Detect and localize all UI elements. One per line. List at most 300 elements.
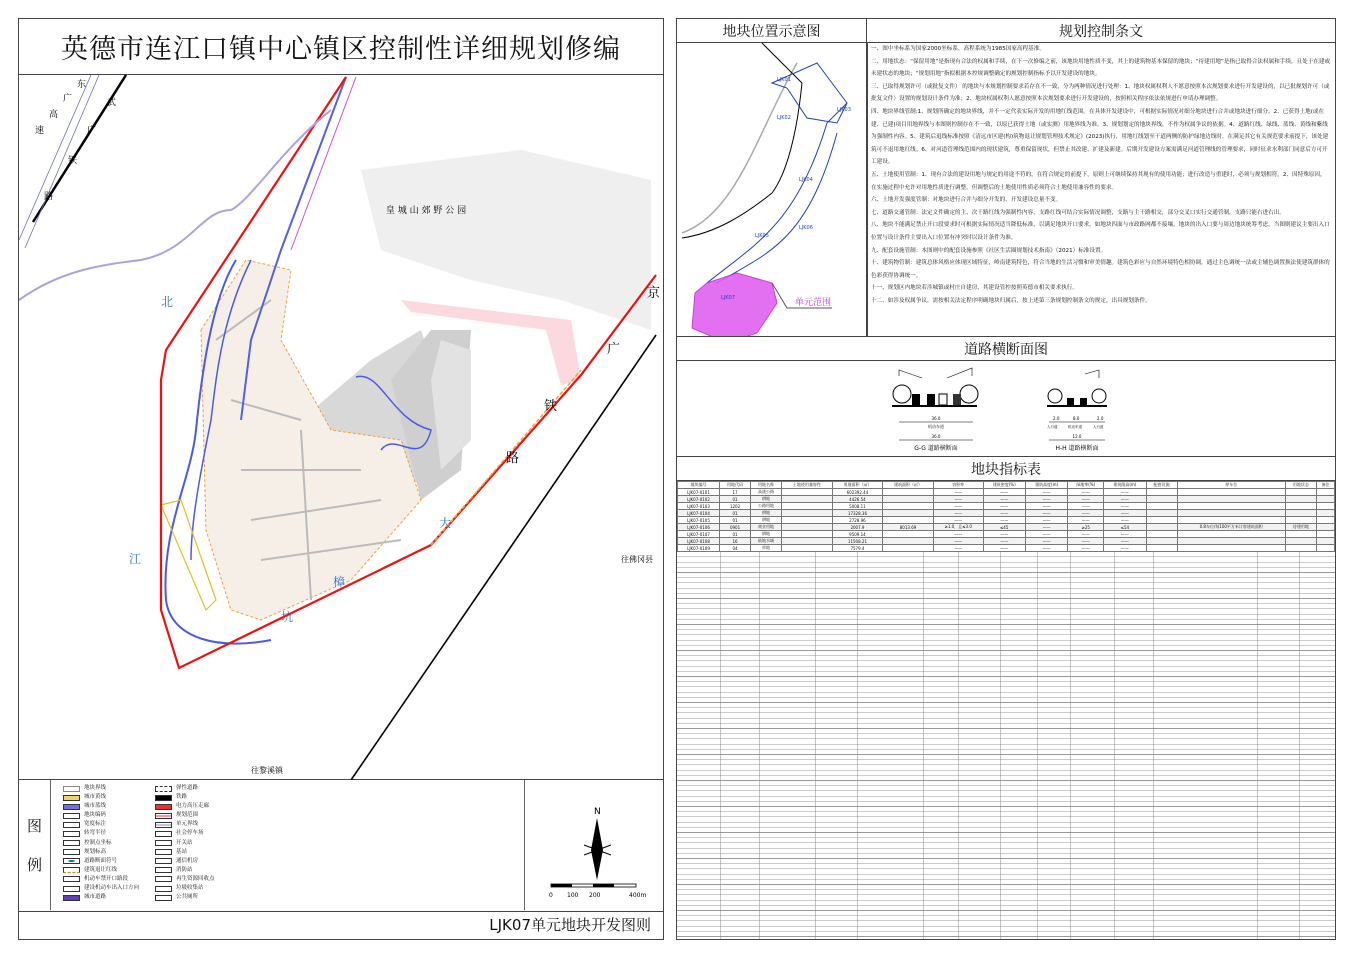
table-cell: —— xyxy=(1025,517,1067,524)
table-cell xyxy=(883,510,934,517)
table-cell: 陆地水域 xyxy=(751,538,782,545)
table-cell: —— xyxy=(1104,510,1146,517)
table-cell xyxy=(1146,496,1177,503)
rule-item: 一、图中坐标系为国家2000坐标系，高程系统为1985国家高程基准。 xyxy=(871,46,1045,52)
table-cell xyxy=(1146,517,1177,524)
unit-range-callout: 单元范围 xyxy=(795,298,832,308)
legend-column-1 xyxy=(63,784,139,902)
table-cell: 5008.11 xyxy=(832,503,883,510)
map-label-rail: 铁 xyxy=(68,156,78,166)
table-continuation xyxy=(677,551,1335,939)
table-cell xyxy=(782,489,833,496)
drawing-title: 英德市连江口镇中心镇区控制性详细规划修编 xyxy=(18,18,664,75)
legend-item xyxy=(155,802,215,811)
legend-label: 转弯半径 xyxy=(84,830,107,837)
legend-label: 开关站 xyxy=(176,839,193,846)
table-row xyxy=(678,538,1335,545)
legend-item xyxy=(155,848,215,857)
table-cell: —— xyxy=(983,496,1025,503)
table-cell: 草地 xyxy=(751,545,782,552)
table-cell xyxy=(883,496,934,503)
table-cell xyxy=(782,538,833,545)
table-cell xyxy=(782,524,833,531)
table-cell xyxy=(1146,524,1177,531)
table-cell: —— xyxy=(1025,510,1067,517)
rule-item: 八、地块不能满足禁止开口段要求时可根据实际情况适当降低标准，以满足地块开口要求，如地块四面与市政路网都不接壤，地块的出入口要与周边地块统筹考虑。当图则建议主要出入口位置与设计条件主要出入口位置有冲突时以设计条件为准。 xyxy=(871,222,1330,241)
legend-swatch-icon xyxy=(63,822,80,828)
legend-swatch-icon xyxy=(63,813,80,819)
table-cell: LJK07-0104 xyxy=(678,510,720,517)
legend-swatch-icon xyxy=(63,831,80,837)
table-cell xyxy=(1316,510,1334,517)
legend-label: 控制点坐标 xyxy=(84,839,112,846)
legend-item xyxy=(155,857,215,866)
legend-swatch-icon xyxy=(155,795,172,801)
table-cell: 01 xyxy=(720,531,751,538)
legend-label: 城市黄线 xyxy=(84,794,107,801)
table-cell: —— xyxy=(1068,545,1104,552)
unit-label: LJK01 xyxy=(777,77,791,83)
legend-item xyxy=(63,857,139,866)
legend-swatch-icon xyxy=(63,849,80,855)
scale-tick: 100 xyxy=(567,892,579,899)
north-label: N xyxy=(594,807,601,817)
table-cell: 8013.69 xyxy=(883,524,934,531)
rule-item: 六、土地开发强度管制：对地块进行合并与细分开发的，开发建设总量不变。 xyxy=(871,197,1062,204)
table-cell: —— xyxy=(1104,489,1146,496)
map-label-rail: 武 xyxy=(107,98,117,108)
table-cell xyxy=(1316,489,1334,496)
table-cell: —— xyxy=(1104,545,1146,552)
table-cell xyxy=(1285,503,1316,510)
location-map[interactable] xyxy=(677,43,866,336)
hh-section-diagram xyxy=(1047,370,1107,452)
table-cell xyxy=(1285,510,1316,517)
legend-swatch-icon xyxy=(155,867,172,873)
table-cell: —— xyxy=(983,489,1025,496)
table-cell: 17 xyxy=(720,489,751,496)
section-lane-label: 机动车道 xyxy=(928,424,944,429)
table-cell: 9509.14 xyxy=(832,531,883,538)
table-cell: —— xyxy=(1025,489,1067,496)
legend-swatch-icon xyxy=(155,813,172,819)
map-label-rail: 路 xyxy=(44,192,54,202)
legend-swatch-icon xyxy=(155,831,172,837)
table-cell: ≥1.0，且≤3.0 xyxy=(933,524,983,531)
table-row xyxy=(678,510,1335,517)
map-label-railway: 路 xyxy=(506,451,520,466)
rules-heading: 规划控制条文 xyxy=(867,19,1335,43)
table-cell xyxy=(1316,524,1334,531)
table-row xyxy=(678,489,1335,496)
table-cell xyxy=(782,503,833,510)
legend-label: 机动车禁开口路段 xyxy=(84,875,129,882)
map-canvas xyxy=(19,75,665,780)
map-label-stream: 樟 xyxy=(333,575,346,589)
table-cell: —— xyxy=(1104,503,1146,510)
table-cell: 602392.44 xyxy=(832,489,883,496)
table-cell: 16 xyxy=(720,538,751,545)
table-cell xyxy=(1146,503,1177,510)
table-cell: —— xyxy=(1068,489,1104,496)
legend-item xyxy=(63,829,139,838)
table-cell xyxy=(883,531,934,538)
map-label-expressway: 东 xyxy=(77,80,87,90)
table-cell xyxy=(1316,496,1334,503)
legend-label: 规划标高 xyxy=(84,848,107,855)
column-header: 停车位 xyxy=(1177,482,1285,489)
table-cell: —— xyxy=(933,531,983,538)
legend-swatch-icon xyxy=(155,886,172,892)
legend-item xyxy=(155,784,215,793)
road-section-heading: 道路横断面图 xyxy=(677,336,1335,361)
table-cell: 待建用地 xyxy=(1285,524,1316,531)
table-cell: 耕地 xyxy=(751,517,782,524)
unit-label: LJK07 xyxy=(721,295,735,301)
planning-rules-text xyxy=(867,43,1335,307)
legend-label: 建筑退让红线 xyxy=(84,866,118,873)
table-cell xyxy=(1177,510,1285,517)
table-cell: 商业用地 xyxy=(751,524,782,531)
legend-swatch-icon xyxy=(63,858,80,864)
table-cell xyxy=(1285,538,1316,545)
legend-item xyxy=(63,802,139,811)
table-cell: 0.8车位/每100平方米计容建筑面积 xyxy=(1177,524,1285,531)
road-cross-sections xyxy=(877,364,1137,459)
table-cell xyxy=(1316,503,1334,510)
north-arrow-and-scale xyxy=(539,800,659,900)
rule-item: 十二、如涉及权属争议，需按相关法定程序明确地块归属后，按上述第三条规划控制条文的规定，出具规划条件。 xyxy=(871,297,1151,304)
table-cell xyxy=(883,517,934,524)
unit-label: LJK03 xyxy=(837,107,851,113)
legend-item xyxy=(155,839,215,848)
table-cell xyxy=(782,531,833,538)
unit-ljk07-area xyxy=(692,273,777,336)
section-dimension: 36.0 xyxy=(931,434,941,439)
map-label-river: 江 xyxy=(129,552,142,566)
legend-swatch-icon xyxy=(155,840,172,846)
table-cell: —— xyxy=(1025,538,1067,545)
legend-swatch-icon xyxy=(155,876,172,882)
legend-label: 地块编码 xyxy=(84,812,107,819)
table-cell: 0901 xyxy=(720,524,751,531)
map-label-railway: 铁 xyxy=(544,399,558,414)
table-cell xyxy=(782,517,833,524)
legend-label: 单元界线 xyxy=(176,821,199,828)
map-label-stream: 坑 xyxy=(281,610,294,624)
table-cell: —— xyxy=(1025,496,1067,503)
map-label-rail: 广 xyxy=(87,126,97,136)
table-cell: 高速公路 xyxy=(751,489,782,496)
table-row xyxy=(678,496,1335,503)
rule-item: 九、配套设施管制：本图则中的配套设施参照《社区生活圈规划技术指南》（2021）标准设置。 xyxy=(871,247,1107,254)
table-cell: —— xyxy=(1104,517,1146,524)
legend-item xyxy=(63,875,139,884)
table-cell: 公路用地 xyxy=(751,503,782,510)
legend-item xyxy=(63,793,139,802)
column-header: 建筑面积（㎡） xyxy=(883,482,934,489)
table-cell xyxy=(883,538,934,545)
column-header: 用地面积（㎡） xyxy=(832,482,883,489)
table-cell: —— xyxy=(1025,524,1067,531)
table-cell: —— xyxy=(933,489,983,496)
map-label-railway: 京 xyxy=(647,286,661,301)
unit-label: LJK06 xyxy=(799,225,813,231)
table-cell: 1202 xyxy=(720,503,751,510)
table-cell: ≤54 xyxy=(1104,524,1146,531)
table-cell xyxy=(1177,489,1285,496)
rule-item: 四、地块界线管制:1、规划所确定的地块界线，并不一定代表实际开发的用地红线范围。在具体开发建设中，可根据实际情况对细分地块进行合并或地块进行细分。2、已获得土地(或在建、已建)项目用地界线与本图则控制存在不一致，以原已获得土地（或实测）用地界线为准。3、规划划定的地块界线，不作为权属争议的依据。4、道路红线、绿线、蓝线、黄线和紫线为强制性内容。5、建筑后退线标准按照《清远市区建(构)筑物退让规划管理技术规定》(2023)执行，用地红线划至干道两侧的防护绿地边线时，在满足其它有关规范要求前提下，该处建筑可不退用地红线。6、对河道管理线范围内的现状建筑，尊重保留现状，但禁止其改建、扩建及新建。后期开发建设方案需满足河道管理线的管理要求，同时征求水利部门同意后方可开工建设。 xyxy=(871,108,1329,166)
table-cell: LJK07-0102 xyxy=(678,496,720,503)
section-dimension: 12.0 xyxy=(1072,434,1082,439)
info-panel xyxy=(676,18,1336,940)
section-dimension: 2.0 xyxy=(1097,416,1104,421)
legend-swatch-icon xyxy=(63,840,80,846)
column-header: 用地状态 xyxy=(1285,482,1316,489)
legend-item xyxy=(63,884,139,893)
column-header: 建筑高度(m) xyxy=(1025,482,1067,489)
table-cell xyxy=(1285,531,1316,538)
table-cell xyxy=(1316,538,1334,545)
table-cell: —— xyxy=(1068,503,1104,510)
column-header: 土地使用兼容性 xyxy=(782,482,833,489)
table-cell xyxy=(1177,538,1285,545)
legend-swatch-icon xyxy=(155,786,172,792)
legend-swatch-icon xyxy=(63,795,80,801)
hh-section-label: H-H 道路横断面 xyxy=(1055,445,1099,452)
legend-swatch-icon xyxy=(63,804,80,810)
table-cell xyxy=(1316,517,1334,524)
table-cell xyxy=(1146,510,1177,517)
map-label-expressway: 广 xyxy=(63,94,73,104)
legend-item xyxy=(63,848,139,857)
plot-indicator-table xyxy=(677,481,1335,552)
expressway xyxy=(19,75,99,248)
table-cell: 2728.96 xyxy=(832,517,883,524)
map-label-direction: 往佛冈县 xyxy=(621,555,653,564)
table-cell xyxy=(883,503,934,510)
table-cell: 耕地 xyxy=(751,510,782,517)
legend-label: 通信机房 xyxy=(176,857,199,864)
legend-swatch-icon xyxy=(155,858,172,864)
section-lane-label: 机动车道 xyxy=(1068,425,1082,429)
table-row xyxy=(678,517,1335,524)
legend-item xyxy=(63,893,139,902)
column-header: 配套设施 xyxy=(1146,482,1177,489)
table-cell xyxy=(1285,489,1316,496)
section-lane-label: 人行道 xyxy=(1093,425,1104,429)
table-cell: —— xyxy=(1025,545,1067,552)
table-cell: —— xyxy=(983,503,1025,510)
table-cell: —— xyxy=(983,545,1025,552)
table-cell: —— xyxy=(933,496,983,503)
rule-item: 十一、规划区内地块若涉城镇或村庄自建房，其建设管控按照英德市相关要求执行。 xyxy=(871,285,1078,292)
table-cell: —— xyxy=(933,538,983,545)
table-cell: 耕地 xyxy=(751,496,782,503)
section-dimension: 8.0 xyxy=(1073,416,1080,421)
legend-label: 建设机动车出入口方向 xyxy=(84,885,140,892)
rule-item: 七、道路交通管制：法定文件确定的主、次干路红线为强制性内容，支路红线可结合实际情况调整，支路与主干路相交，部分交叉口实行交通管制，支路只能右进右出。 xyxy=(871,209,1285,216)
table-cell: 2007.9 xyxy=(832,524,883,531)
table-cell: 01 xyxy=(720,517,751,524)
table-cell: 11508.21 xyxy=(832,538,883,545)
table-cell: LJK07-0106 xyxy=(678,524,720,531)
legend-swatch-icon xyxy=(155,895,172,901)
legend-label: 城市蓝线 xyxy=(84,803,107,810)
land-use-map[interactable] xyxy=(18,75,664,780)
scale-tick: 200 xyxy=(589,892,601,899)
map-label-stream: 大 xyxy=(439,516,452,530)
table-cell: —— xyxy=(1025,503,1067,510)
location-map-heading: 地块位置示意图 xyxy=(677,19,867,43)
sheet-name: LJK07单元地块开发图则 xyxy=(18,912,664,940)
legend-swatch-icon xyxy=(155,804,172,810)
table-row xyxy=(678,503,1335,510)
legend-item xyxy=(155,829,215,838)
section-lane-label: 人行道 xyxy=(1047,425,1058,429)
legend-label: 铁路 xyxy=(176,794,188,801)
table-cell: —— xyxy=(983,510,1025,517)
table-cell: —— xyxy=(1068,510,1104,517)
legend-label: 社会停车场 xyxy=(176,830,204,837)
rule-item: 三、已取得规划许可（或批复文件） 的地块与本规划控制要求若存在不一致，分为两种情况进行处理：1、地块权属权利人不愿意按照本次规划要求进行开发建设的，以已批规划许可（或批复文件）设置的规划设计条件为准；2、地块权属权利人愿意按照本次规划要求进行开发建设的，按照相关程序依法依规进行申请办理调整。 xyxy=(871,83,1330,103)
table-cell: 01 xyxy=(720,496,751,503)
legend-item xyxy=(155,820,215,829)
table-cell xyxy=(1146,538,1177,545)
map-label-river: 北 xyxy=(161,295,174,309)
table-cell: LJK07-0107 xyxy=(678,531,720,538)
legend-heading: 图 xyxy=(26,817,42,835)
table-cell: —— xyxy=(933,503,983,510)
table-cell: —— xyxy=(1104,538,1146,545)
legend-swatch-icon xyxy=(63,867,80,873)
table-cell: —— xyxy=(1068,538,1104,545)
rule-item: 五、土地使用管制：1、现有合法的建设用地与规定的用途不符的，在符合规定的前提下，原则上可继续保持其现有的使用功能；进行改造与重建时，必须与规划相符。2、因特殊原因，在实施过程中允许对用地性质进行调整，但调整后的土地使用性质必须符合土地使用兼容性的要求。 xyxy=(871,171,1326,191)
legend-label: 弹性道路 xyxy=(176,785,199,791)
legend-swatch-icon xyxy=(155,822,172,828)
section-dimension: 2.0 xyxy=(1053,416,1060,421)
table-cell: —— xyxy=(933,545,983,552)
main-road xyxy=(291,77,356,250)
table-cell: 01 xyxy=(720,510,751,517)
table-cell xyxy=(782,496,833,503)
table-cell: —— xyxy=(933,510,983,517)
table-heading: 地块指标表 xyxy=(677,456,1335,481)
legend-item xyxy=(155,866,215,875)
table-cell: 耕地 xyxy=(751,531,782,538)
table-cell: —— xyxy=(1068,496,1104,503)
table-cell xyxy=(1316,531,1334,538)
map-label-expressway: 速 xyxy=(35,126,45,136)
column-header: 用地代码 xyxy=(720,482,751,489)
legend-label: 宽度标注 xyxy=(84,821,107,828)
legend-swatch-icon xyxy=(63,876,80,882)
column-header: 备注 xyxy=(1316,482,1334,489)
column-header: 地块编号 xyxy=(678,482,720,489)
column-header: 用地名称 xyxy=(751,482,782,489)
scale-tick: 400m xyxy=(629,892,647,899)
column-header: 容积率 xyxy=(933,482,983,489)
unit-label: LJK05 xyxy=(755,233,769,239)
legend-item xyxy=(63,866,139,875)
legend-label: 电力高压走廊 xyxy=(176,803,210,810)
scale-tick: 0 xyxy=(549,892,553,899)
legend-item xyxy=(155,793,215,802)
table-cell xyxy=(1146,489,1177,496)
table-cell: —— xyxy=(1068,531,1104,538)
legend-label: 消防站 xyxy=(176,866,193,873)
legend-swatch-icon xyxy=(63,786,80,792)
legend-item xyxy=(63,784,139,793)
table-cell: —— xyxy=(983,517,1025,524)
table-cell xyxy=(1285,496,1316,503)
table-cell xyxy=(883,489,934,496)
table-cell: —— xyxy=(1104,531,1146,538)
table-row xyxy=(678,524,1335,531)
rule-item: 十、建筑物管制：建筑总体风格应体现区域特征，岭南建筑特色，符合当地的生活习惯和审美情趣。建筑色彩应与自然环境特色相协调，通过主色调统一法或主辅色调置换法使建筑群体的色彩获得协调统一。 xyxy=(871,260,1330,279)
table-cell xyxy=(1177,496,1285,503)
map-label-expressway: 高 xyxy=(49,110,59,120)
legend-item xyxy=(155,893,215,902)
column-header: 建筑密度(%) xyxy=(983,482,1025,489)
column-header: 建筑限高(m) xyxy=(1104,482,1146,489)
table-cell xyxy=(1285,517,1316,524)
table-cell: 4426.54 xyxy=(832,496,883,503)
table-cell: 17328.36 xyxy=(832,510,883,517)
legend-item xyxy=(63,820,139,829)
legend-swatch-icon xyxy=(63,895,80,901)
rule-item: 二、用地状态：“保留用地”是指现有合法的权属和手续，在下一次修编之前，该地块用地性质不变，其上的建筑物基本保留的地块；“待建用地”是指已取得合法权属和手续，且处于在建或未建状态的地块；“规划用地”指拟根据本控规调整确定的规划控制指标予以开发建设的地块。 xyxy=(871,58,1331,78)
legend-item xyxy=(155,811,215,820)
unit-label: LJK02 xyxy=(777,115,791,121)
legend-swatch-icon xyxy=(63,886,80,892)
table-cell xyxy=(1177,531,1285,538)
map-label-park: 皇 城 山 郊 野 公 园 xyxy=(385,206,467,216)
table-cell: LJK07-0105 xyxy=(678,517,720,524)
section-dimension: 36.0 xyxy=(931,416,941,421)
map-label-railway: 广 xyxy=(607,342,621,357)
gg-section-diagram xyxy=(892,368,978,452)
legend-label: 道路断面符号 xyxy=(84,857,118,864)
table-cell: —— xyxy=(1025,531,1067,538)
legend-label: 公共厕所 xyxy=(176,894,199,901)
legend-label: 再生资源回收点 xyxy=(176,875,215,882)
column-header: 绿地率(%) xyxy=(1068,482,1104,489)
table-cell: —— xyxy=(933,517,983,524)
legend-label: 垃圾收集站 xyxy=(176,885,204,892)
legend-column-2 xyxy=(155,784,215,902)
legend-item xyxy=(155,884,215,893)
table-cell: LJK07-0101 xyxy=(678,489,720,496)
table-cell: LJK07-0108 xyxy=(678,538,720,545)
table-cell: —— xyxy=(983,531,1025,538)
table-cell: 04 xyxy=(720,545,751,552)
table-cell: —— xyxy=(1104,496,1146,503)
legend-label: 规划范围 xyxy=(176,812,199,819)
legend-label: 城市道路 xyxy=(84,894,107,901)
legend-swatch-icon xyxy=(155,849,172,855)
unit-label: LJK04 xyxy=(799,177,813,183)
legend-item xyxy=(155,875,215,884)
table-cell: 7579.4 xyxy=(832,545,883,552)
table-cell xyxy=(1177,503,1285,510)
table-row xyxy=(678,531,1335,538)
legend-label: 地块界线 xyxy=(84,785,107,791)
table-cell xyxy=(1146,531,1177,538)
gg-section-label: G-G 道路横断面 xyxy=(914,445,958,452)
map-label-direction: 往黎溪镇 xyxy=(251,766,283,775)
table-cell: —— xyxy=(1068,517,1104,524)
